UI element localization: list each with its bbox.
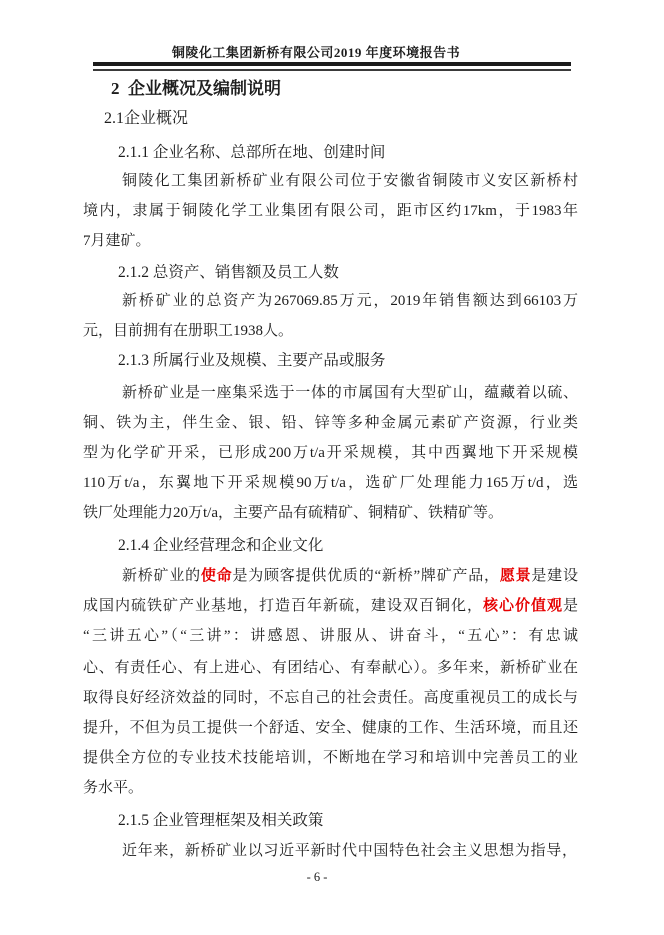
page-number: - 6 -	[306, 870, 328, 884]
paragraph-line: 7月建矿。	[83, 233, 151, 249]
text-run: 成国内硫铁矿产业基地，打造百年新硫，建设双百铜化，	[83, 598, 483, 614]
subsection-heading-2-1-5: 2.1.5 企业管理框架及相关政策	[118, 812, 324, 829]
paragraph-line	[122, 561, 578, 591]
paragraph-line: 新桥矿业是一座集采选于一体的市属国有大型矿山，蕴藏着以硫、	[122, 385, 578, 401]
paragraph-line: 新桥矿业的总资产为267069.85万元，2019年销售额达到66103万	[122, 293, 578, 309]
highlight-core-values: 核心价值观	[482, 598, 563, 614]
text-run: 是建设	[531, 568, 578, 584]
paragraph-line: 元，目前拥有在册职工1938人。	[83, 323, 294, 339]
text-run: 是为顾客提供优质的“新桥”牌矿产品，	[232, 568, 500, 584]
highlight-mission: 使命	[200, 568, 233, 584]
subsection-heading-2-1: 2.1企业概况	[104, 110, 189, 127]
subsection-heading-2-1-3: 2.1.3 所属行业及规模、主要产品或服务	[118, 352, 386, 369]
paragraph-line: 心、有责任心、有上进心、有团结心、有奉献心）。多年来，新桥矿业在	[83, 660, 578, 676]
paragraph-line: 铁厂处理能力20万t/a，主要产品有硫精矿、铜精矿、铁精矿等。	[83, 505, 503, 521]
paragraph-line: “三讲五心”（“三讲”：讲感恩、讲服从、讲奋斗，“五心”：有忠诚	[83, 628, 578, 644]
highlight-vision: 愿景	[499, 568, 532, 584]
header-rule	[93, 62, 571, 71]
paragraph-line: 铜陵化工集团新桥矿业有限公司位于安徽省铜陵市义安区新桥村	[122, 173, 578, 189]
subsection-heading-2-1-2: 2.1.2 总资产、销售额及员工人数	[118, 264, 339, 281]
subsection-heading-2-1-4: 2.1.4 企业经营理念和企业文化	[118, 537, 324, 554]
paragraph-line: 务水平。	[83, 780, 144, 796]
paragraph-line: 境内，隶属于铜陵化学工业集团有限公司，距市区约17km，于1983年	[83, 203, 578, 219]
paragraph-line: 取得良好经济效益的同时，不忘自己的社会责任。高度重视员工的成长与	[83, 690, 578, 706]
paragraph-line: 近年来，新桥矿业以习近平新时代中国特色社会主义思想为指导，	[122, 843, 577, 859]
section-heading-2: 2 企业概况及编制说明	[111, 79, 281, 98]
subsection-heading-2-1-1: 2.1.1 企业名称、总部所在地、创建时间	[118, 144, 386, 161]
paragraph-line: 110万t/a，东翼地下开采规模90万t/a，选矿厂处理能力165万t/d，选	[83, 475, 578, 491]
text-run: 是	[562, 598, 578, 614]
page-header-title: 铜陵化工集团新桥有限公司2019 年度环境报告书	[171, 45, 461, 60]
paragraph-line: 型为化学矿开采，已形成200万t/a开采规模，其中西翼地下开采规模	[83, 445, 578, 461]
text-run: 新桥矿业的	[122, 568, 201, 584]
paragraph-line: 提升，不但为员工提供一个舒适、安全、健康的工作、生活环境，而且还	[83, 720, 578, 736]
paragraph-line	[83, 591, 578, 621]
paragraph-line: 铜、铁为主，伴生金、银、铅、锌等多种金属元素矿产资源，行业类	[83, 415, 578, 431]
paragraph-line: 提供全方位的专业技术技能培训，不断地在学习和培训中完善员工的业	[83, 750, 578, 766]
